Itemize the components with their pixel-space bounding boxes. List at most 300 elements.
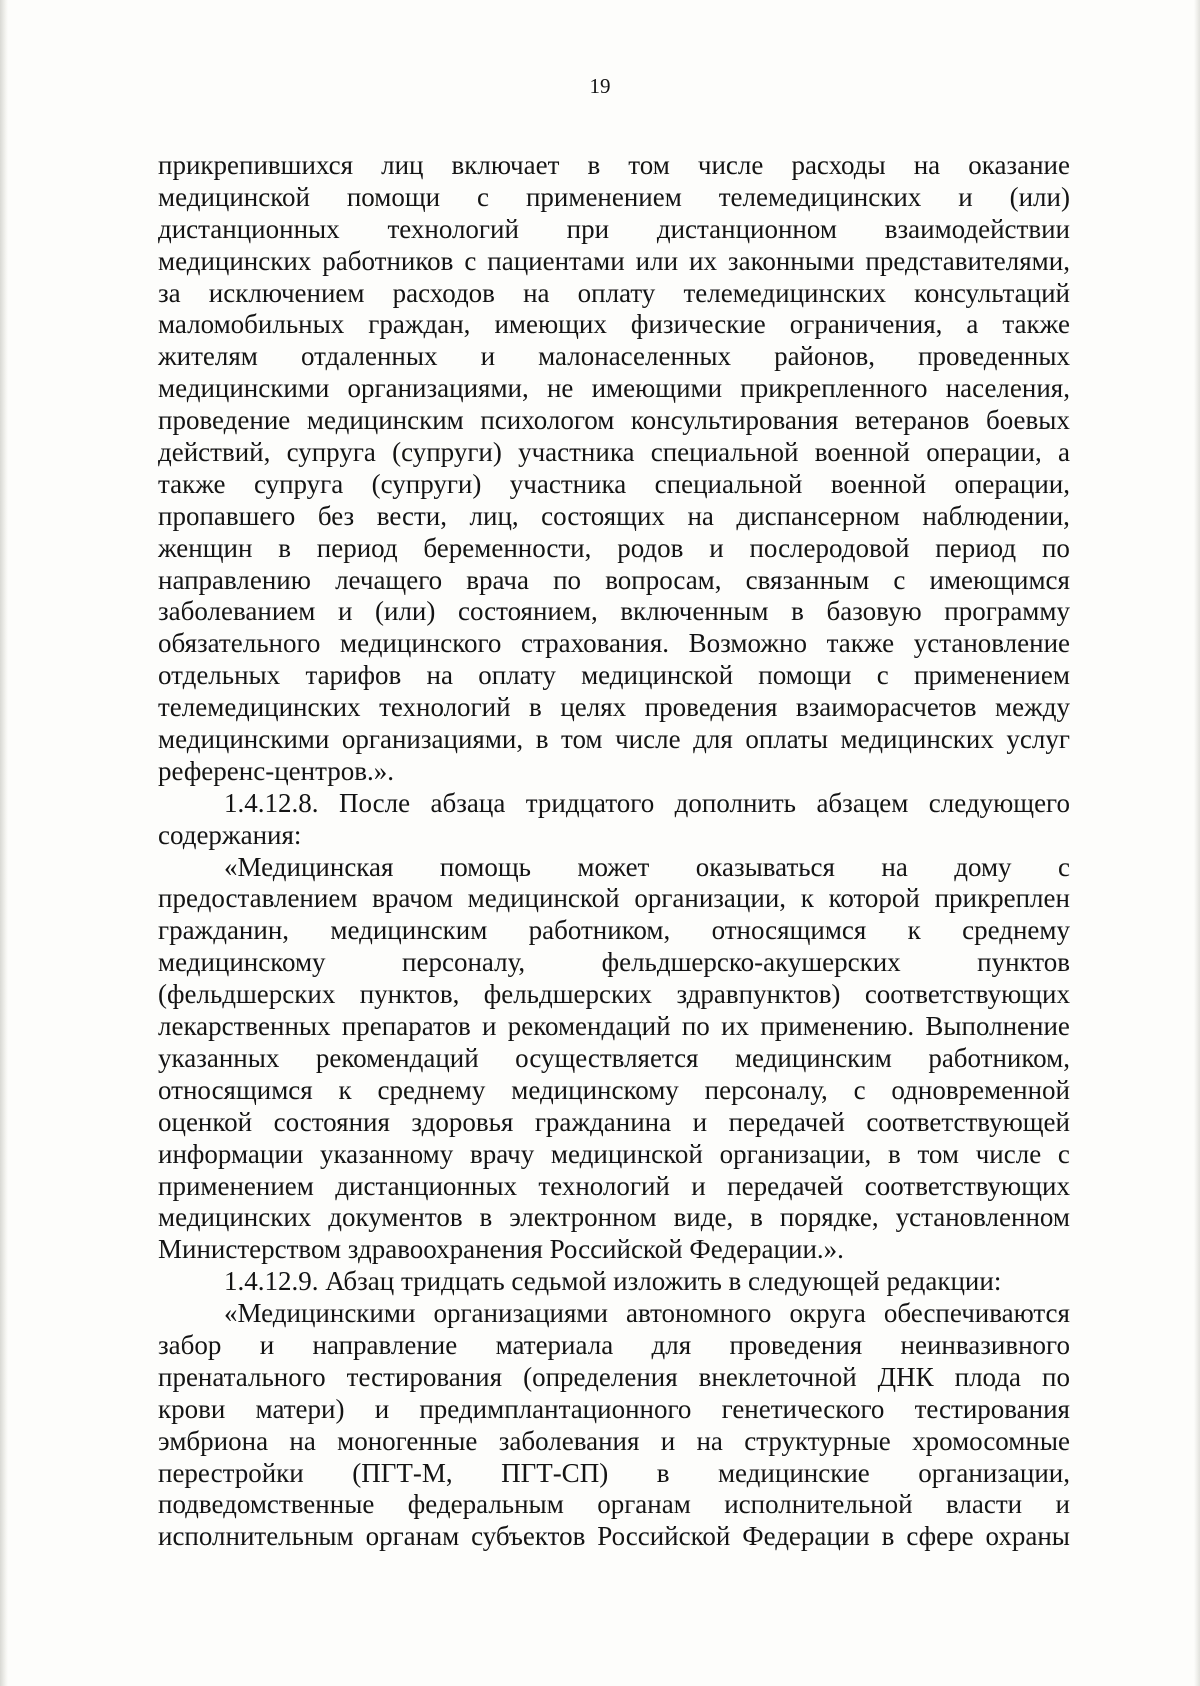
word: Возможно	[688, 628, 807, 659]
word: неинвазивного	[900, 1329, 1070, 1360]
word: организации,	[634, 883, 787, 914]
word: фельдшерских	[483, 979, 653, 1010]
word: организации,	[918, 1457, 1070, 1488]
word: порядке,	[779, 1202, 879, 1233]
word: технологий	[538, 1170, 670, 1201]
word: (или)	[375, 596, 436, 627]
word: которой	[828, 883, 920, 914]
word: рекомендаций	[507, 1011, 671, 1042]
word: числе	[615, 724, 681, 755]
text-line	[158, 405, 1070, 437]
word: прикрепившихся	[158, 150, 354, 180]
word: 1.4.12.8.	[224, 787, 319, 818]
page-number: 19	[589, 74, 611, 98]
word: организациями,	[347, 373, 529, 404]
word: малонаселенных	[538, 341, 731, 372]
word: в	[479, 1202, 493, 1233]
word: эмбриона	[158, 1425, 269, 1456]
word: числе	[697, 150, 764, 180]
word: организации,	[719, 1138, 872, 1169]
word: среднему	[962, 915, 1070, 946]
word: одновременной	[891, 1074, 1070, 1105]
word: состояния	[273, 1106, 390, 1137]
word: сфере	[906, 1521, 974, 1552]
word: услуг	[1006, 724, 1070, 755]
word: дистанционных	[158, 213, 340, 244]
word: по	[1041, 532, 1070, 563]
word: специальной	[654, 468, 803, 499]
word: том	[628, 150, 670, 180]
word: участника	[518, 437, 635, 468]
word: применением	[158, 1170, 314, 1201]
word: не	[546, 373, 574, 404]
word: фельдшерско-акушерских	[601, 947, 901, 978]
word: соответствующих	[864, 1170, 1070, 1201]
word: технологий	[387, 213, 519, 244]
word: (или)	[1009, 181, 1070, 212]
word: врачу	[469, 1138, 535, 1169]
word: числе	[975, 1138, 1042, 1169]
text-line	[158, 1362, 1070, 1394]
word: медицинских	[158, 245, 312, 276]
word: установленном	[895, 1202, 1070, 1233]
word: дистанционном	[656, 213, 837, 244]
word: и	[259, 1329, 275, 1360]
word: и	[958, 181, 973, 212]
word: и	[692, 1106, 708, 1137]
word: ветеранов	[854, 405, 970, 436]
word: тридцатого	[525, 787, 655, 818]
text-line	[158, 1011, 1070, 1043]
word: и	[709, 532, 724, 563]
word: осуществляется	[515, 1042, 699, 1073]
word: соответствующей	[866, 1106, 1070, 1137]
word: здравпунктов)	[676, 979, 841, 1010]
word: их	[721, 1011, 750, 1042]
word: страхования.	[521, 628, 670, 659]
word: среднему	[377, 1074, 486, 1105]
word: (супруги)	[371, 468, 482, 499]
word: оценкой	[158, 1106, 253, 1137]
word: передачей	[728, 1106, 845, 1137]
word: отдельных	[158, 660, 281, 691]
word: работником,	[928, 1042, 1070, 1073]
text-line	[158, 883, 1070, 915]
text-line	[158, 214, 1070, 246]
scan-edge-right	[1194, 0, 1200, 1686]
scan-edge-left	[0, 0, 8, 1686]
word: внеклеточной	[698, 1361, 857, 1392]
text-line	[158, 1202, 1070, 1234]
word: с	[1057, 1138, 1070, 1169]
text-line	[158, 1394, 1070, 1426]
word: информации	[158, 1138, 304, 1169]
word: заболевания	[498, 1425, 640, 1456]
word: моногенные	[337, 1425, 478, 1456]
word: к	[800, 883, 814, 914]
word: работником,	[528, 915, 671, 946]
text-line	[158, 1107, 1070, 1139]
text-line	[158, 1521, 1070, 1553]
word: целях	[560, 692, 627, 723]
word: действий,	[158, 437, 271, 468]
word: медицинских	[158, 1202, 312, 1233]
word: родов	[617, 532, 684, 563]
word: медицинским	[734, 1042, 892, 1073]
word: оплату	[478, 660, 556, 691]
word: следующего	[928, 787, 1070, 818]
word: врача	[466, 564, 529, 595]
text-line	[158, 1489, 1070, 1521]
word: специальной	[650, 437, 799, 468]
word: диспансерном	[736, 500, 900, 531]
text-line	[158, 660, 1070, 692]
text-line	[158, 1330, 1070, 1362]
word: том	[561, 724, 603, 755]
text-line	[158, 469, 1070, 501]
word: рекомендаций	[315, 1042, 479, 1073]
text-line	[158, 724, 1070, 756]
word: После	[338, 787, 411, 818]
word: отдаленных	[300, 341, 438, 372]
word: состоящих	[541, 500, 665, 531]
word: указанных	[158, 1042, 280, 1073]
word: (ПГТ-М,	[352, 1457, 453, 1488]
word: Выполнение	[925, 1011, 1070, 1042]
word: базовую	[826, 596, 922, 627]
word: матери)	[255, 1393, 345, 1424]
word: медицинскими	[158, 373, 330, 404]
text-line	[158, 947, 1070, 979]
word: имеющими	[591, 373, 723, 404]
word: за	[158, 277, 181, 308]
text-line	[158, 533, 1070, 565]
word: проведения	[644, 692, 778, 723]
word: персоналу,	[704, 1074, 828, 1105]
word: с	[876, 660, 889, 691]
word: лиц,	[469, 500, 519, 531]
word: (супруги)	[392, 437, 502, 468]
word: без	[317, 500, 355, 531]
word: с	[464, 245, 477, 276]
word: в	[529, 692, 542, 723]
word: помощи	[346, 181, 441, 212]
word: вести,	[376, 500, 447, 531]
word: в	[888, 1138, 901, 1169]
word: к	[338, 1074, 352, 1105]
word: дистанционных	[335, 1170, 517, 1201]
word: между	[995, 692, 1070, 723]
word: ограничения,	[789, 309, 943, 340]
word: для	[693, 724, 733, 755]
word: имеющих	[494, 309, 607, 340]
word: (определения	[523, 1361, 678, 1392]
word: Федерации	[742, 1521, 870, 1552]
word: предоставлением	[158, 883, 358, 914]
word: населения,	[945, 373, 1070, 404]
word: обеспечиваются	[883, 1298, 1070, 1329]
word: на	[289, 1425, 316, 1456]
word: пациентами	[487, 245, 625, 276]
word: боевых	[985, 405, 1070, 436]
text-line	[158, 182, 1070, 214]
word: на	[913, 150, 941, 180]
text-line: референс-центров.».	[158, 755, 394, 786]
word: персоналу,	[402, 947, 526, 978]
text-line	[158, 628, 1070, 660]
word: автономного	[626, 1298, 772, 1329]
word: медицинскому	[511, 1074, 679, 1105]
word: оказание	[968, 150, 1070, 180]
word: медицинской	[550, 1138, 703, 1169]
word: относящимся	[711, 915, 867, 946]
word: заболеванием	[158, 596, 316, 627]
word: и	[374, 1393, 390, 1424]
text-line	[158, 150, 1070, 182]
word: прикрепленного	[740, 373, 928, 404]
word: медицинским	[330, 915, 488, 946]
word: с	[1057, 851, 1070, 882]
text-line	[158, 1075, 1070, 1107]
word: предимплантационного	[419, 1393, 692, 1424]
word: супруга	[253, 468, 344, 499]
word: на	[523, 277, 550, 308]
word: плода	[954, 1361, 1021, 1392]
text-line	[158, 692, 1070, 724]
word: и	[337, 596, 353, 627]
word: передачей	[727, 1170, 844, 1201]
word: тарифов	[305, 660, 402, 691]
word: генетического	[721, 1393, 885, 1424]
word: пропавшего	[158, 500, 296, 531]
word: наблюдении,	[922, 500, 1070, 531]
word: представителями,	[865, 245, 1070, 276]
word: направление	[312, 1329, 458, 1360]
word: жителям	[158, 341, 258, 372]
word: и	[481, 1011, 497, 1042]
word: программу	[944, 596, 1070, 627]
word: подведомственные	[158, 1489, 375, 1520]
text-line	[158, 788, 1070, 820]
word: дополнить	[674, 787, 796, 818]
word: проведение	[158, 405, 291, 436]
word: взаиморасчетов	[795, 692, 977, 723]
word: по	[681, 1011, 710, 1042]
word: включает	[451, 150, 560, 180]
word: может	[577, 851, 650, 882]
word: также	[826, 628, 895, 659]
word: районов,	[774, 341, 875, 372]
word: абзаца	[430, 787, 506, 818]
word: федеральным	[407, 1489, 564, 1520]
word: препаратов	[341, 1011, 471, 1042]
word: а	[966, 309, 979, 340]
word: операции,	[926, 437, 1042, 468]
text-line	[158, 501, 1070, 533]
text-line: содержания:	[158, 819, 302, 850]
word: исполнительной	[724, 1489, 913, 1520]
word: помощь	[439, 851, 531, 882]
word: помощи	[758, 660, 852, 691]
word: соответствующих	[864, 979, 1070, 1010]
word: вопросам,	[605, 564, 722, 595]
word: крови	[158, 1393, 226, 1424]
word: относящимся	[158, 1074, 313, 1105]
text-line	[158, 1043, 1070, 1075]
word: оказываться	[695, 851, 835, 882]
word: исполнительным	[158, 1521, 354, 1552]
word: период	[316, 532, 398, 563]
text-line: Министерством здравоохранения Российской Федерации.».	[158, 1234, 844, 1265]
word: тестирования	[346, 1361, 503, 1392]
word: или	[635, 245, 679, 276]
text-line	[158, 915, 1070, 947]
word: ПГТ-СП)	[501, 1457, 609, 1488]
word: материала	[495, 1329, 614, 1360]
text-line	[158, 309, 1070, 341]
word: работников	[322, 245, 454, 276]
word: (фельдшерских	[158, 979, 336, 1010]
word: по	[553, 564, 582, 595]
word: военной	[814, 437, 910, 468]
word: телемедицинских	[718, 181, 922, 212]
word: законными	[727, 245, 855, 276]
word: и	[660, 1425, 676, 1456]
word: состоянием,	[457, 596, 598, 627]
word: психологом	[480, 405, 615, 436]
word: медицинской	[581, 660, 734, 691]
word: медицинских	[840, 724, 994, 755]
text-line	[158, 1426, 1070, 1458]
word: здоровья	[411, 1106, 514, 1137]
word: оплаты	[745, 724, 828, 755]
word: абзацем	[816, 787, 909, 818]
word: на	[881, 851, 908, 882]
word: перестройки	[158, 1457, 304, 1488]
text-line	[158, 1171, 1070, 1203]
word: пунктов,	[359, 979, 460, 1010]
word: тестирования	[914, 1393, 1070, 1424]
word: на	[687, 500, 714, 531]
word: с	[853, 1074, 866, 1105]
word: забор	[158, 1329, 222, 1360]
text-line	[158, 373, 1070, 405]
word: пунктов	[977, 947, 1070, 978]
word: на	[696, 1425, 723, 1456]
word: «Медицинская	[224, 851, 394, 882]
word: расходов	[392, 277, 495, 308]
word: консультаций	[914, 277, 1070, 308]
word: органам	[597, 1489, 691, 1520]
word: в	[791, 596, 804, 627]
word: округа	[789, 1298, 866, 1329]
word: послеродовой	[749, 532, 910, 563]
word: дому	[954, 851, 1012, 882]
word: применением	[914, 660, 1070, 691]
word: имеющимся	[929, 564, 1070, 595]
word: электронном	[509, 1202, 657, 1233]
word: к	[907, 915, 921, 946]
word: и	[480, 341, 496, 372]
word: лекарственных	[158, 1011, 331, 1042]
word: а	[1057, 437, 1070, 468]
word: в	[278, 532, 291, 563]
word: указанному	[319, 1138, 454, 1169]
word: супруга	[286, 437, 376, 468]
word: обязательного	[158, 628, 321, 659]
word: медицинские	[717, 1457, 870, 1488]
word: с	[893, 564, 906, 595]
word: исключением	[208, 277, 365, 308]
word: в	[587, 150, 601, 180]
word: в	[535, 724, 549, 755]
word: с	[477, 181, 490, 212]
text-line	[158, 341, 1070, 373]
word: медицинской	[467, 883, 620, 914]
word: применению.	[760, 1011, 915, 1042]
text-line	[158, 1298, 1070, 1330]
word: оплату	[577, 277, 656, 308]
word: связанным	[745, 564, 870, 595]
word: органам	[365, 1521, 460, 1552]
word: операции,	[954, 468, 1070, 499]
word: медицинскими	[158, 724, 330, 755]
word: также	[1002, 309, 1070, 340]
word: проведенных	[918, 341, 1070, 372]
text-line	[158, 246, 1070, 278]
word: период	[935, 532, 1017, 563]
word: медицинскому	[158, 947, 326, 978]
word: расходы	[791, 150, 886, 180]
word: и	[691, 1170, 706, 1201]
word: прикреплен	[934, 883, 1070, 914]
text-line	[158, 565, 1070, 597]
word: включенным	[620, 596, 769, 627]
word: технологий	[379, 692, 511, 723]
word: по	[1042, 1361, 1070, 1392]
text-line	[158, 278, 1070, 310]
word: направлению	[158, 564, 311, 595]
text-line	[158, 1458, 1070, 1490]
word: консультирования	[630, 405, 839, 436]
word: в	[656, 1457, 670, 1488]
text-line	[158, 437, 1070, 469]
word: ДНК	[877, 1361, 934, 1392]
word: для	[651, 1329, 692, 1360]
word: на	[426, 660, 453, 691]
word: виде,	[673, 1202, 734, 1233]
text-line	[158, 852, 1070, 884]
word: лиц	[381, 150, 424, 180]
word: лечащего	[335, 564, 443, 595]
word: в	[750, 1202, 763, 1233]
word: том	[917, 1138, 959, 1169]
word: маломобильных	[158, 309, 345, 340]
word: структурные	[744, 1425, 891, 1456]
word: проведения	[729, 1329, 863, 1360]
word: пренатального	[158, 1361, 326, 1392]
word: медицинского	[339, 628, 502, 659]
word: гражданин,	[158, 915, 290, 946]
word: документов	[328, 1202, 463, 1233]
word: их	[689, 245, 717, 276]
word: телемедицинских	[158, 692, 361, 723]
document-body-text	[158, 150, 1070, 1553]
word: применением	[525, 181, 682, 212]
word: физические	[630, 309, 766, 340]
text-line	[158, 979, 1070, 1011]
word: участника	[509, 468, 627, 499]
